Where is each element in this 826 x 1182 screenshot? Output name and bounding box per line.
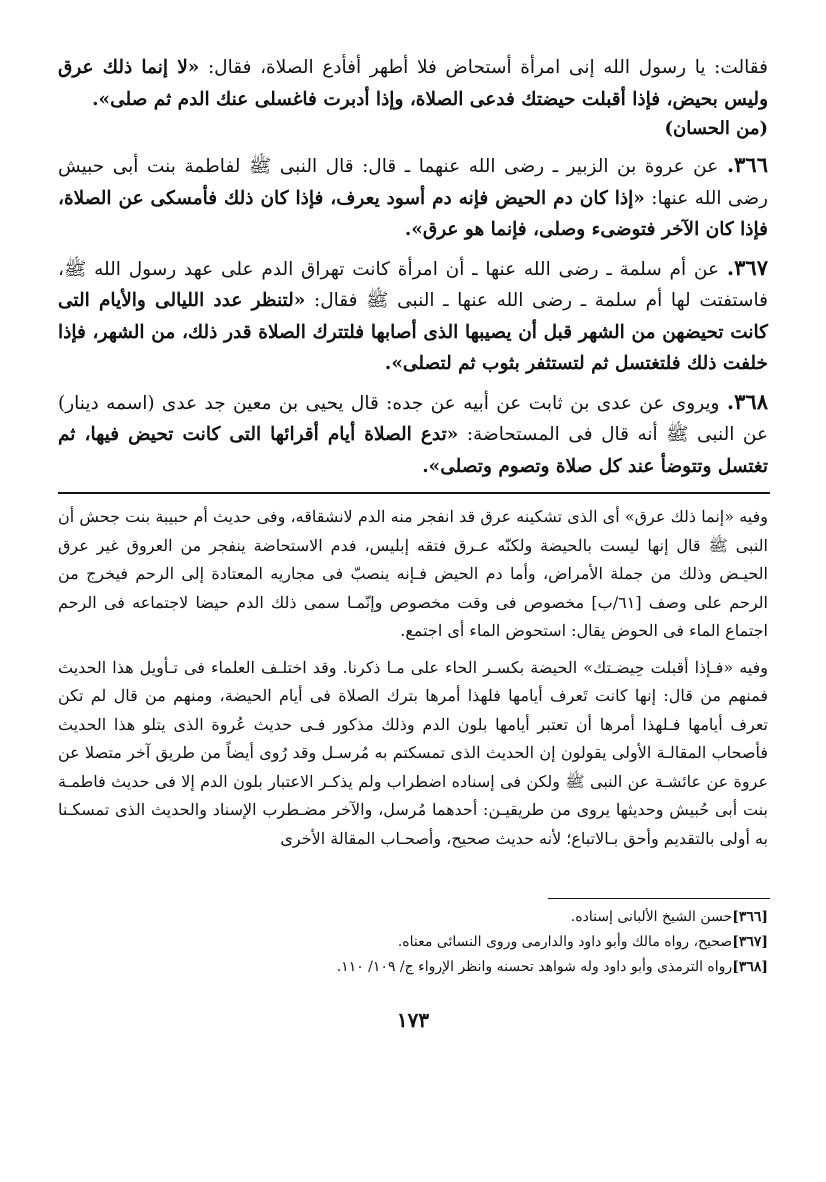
commentary-paragraph-1: وفيه «إنما ذلك عرق» أى الذى تشكينه عرق قد انفجر منه الدم لانشقاقه، وفى حديث أم حبيبة بنت جحش أن النبى ﷺ قال إنها ليست بالحيضة ولكنّه عـرق فتقه إبليس، فدم الاستحاضة ينفجر من العروق غير عرق الحيـض وذلك من جملة الأمراض، وأما دم الحيض فـإنه ينصبّ فى مجاريه المعتادة إلى الرحم فيخرج من الرحم على وصف [٦١/ب] مخصوص فى وقت مخصوص وإنّمـا سمى ذلك الدم حيضا لاجتماعه فى الرحم اجتماع الماء فى الحوض يقال: استحوض الماء أى اجتمع. (58, 507, 768, 640)
hadith-368 (58, 386, 768, 483)
commentary (58, 503, 768, 861)
continuation-quote: «لا إنما ذلك عرق وليس بحيض، فإذا أقبلت حيضتك فدعى الصلاة، وإذا أدبرت فاغسلى عنك الدم ثم صلى». (58, 57, 768, 110)
hadith-chain: عن أم سلمة ـ رضى الله عنها ـ أن امرأة كانت تهراق الدم على عهد رسول الله ﷺ، فاستفتت لها أم سلمة ـ رضى الله عنها ـ النبى ﷺ فقال: (58, 258, 768, 311)
footnote-ref: [٣٦٧] (732, 934, 768, 950)
hadith-matn: «إذا كان دم الحيض فإنه دم أسود يعرف، فإذا كان ذلك فأمسكى عن الصلاة، فإذا كان الآخر فتوضىء وصلى، فإنما هو عرق». (58, 187, 768, 240)
hadith-matn: «لتنظر عدد الليالى والأيام التى كانت تحيضهن من الشهر قبل أن يصيبها الذى أصابها فلتترك الصلاة قدر ذلك، من الشهر، فإذا خلفت ذلك فلتغتسل ثم لتستثفر بثوب ثم لتصلى». (58, 290, 768, 374)
footnote-367 (58, 930, 768, 955)
page-number: ١٧٣ (396, 1008, 430, 1032)
hadith-number: ٣٦٧. (726, 254, 768, 280)
footnotes (58, 905, 768, 980)
footnote-text: صحيح، رواه مالك وأبو داود والدارمى وروى النسائى معناه. (397, 934, 733, 950)
hadith-chain: ويروى عن عدى بن ثابت عن أبيه عن جده: قال يحيى بن معين جد عدى (اسمه دينار) عن النبى ﷺ أنه قال فى المستحاضة: (58, 392, 768, 445)
footnote-text: رواه الترمذى وأبو داود وله شواهد تحسنه وانظر الإرواء ج/ ١٠٩/ ١١٠. (336, 959, 733, 975)
footnote-368 (58, 955, 768, 980)
main-text (58, 52, 768, 488)
hadith-chain: عن عروة بن الزبير ـ رضى الله عنهما ـ قال: قال النبى ﷺ لفاطمة بنت أبى حبيش رضى الله عنها: (58, 156, 768, 209)
hadith-number: ٣٦٦. (726, 152, 768, 177)
hadith-366 (58, 149, 768, 246)
footnote-ref: [٣٦٦] (732, 909, 768, 925)
commentary-paragraph-2: وفيه «فـإذا أقبلت حِيضـتك» الحيضة بكسـر الحاء على مـا ذكرنا. وقد اختلـف العلماء فى تـأويل هذا الحديث فمنهم من قال: إنها كانت تَعرف أيامها فلهذا أمرها بترك الصلاة فى أيام الحيضة، ومنهم من قال لم تكن تعرف أيامها فـلهذا أمرها أن تعتبر أيامها بلون الدم وذلك مذكور فـى حديث عُروة الذى يتلو هذا الحديث فأصحاب المقالـة الأولى يقولون إن الحديث الذى تمسكتم به مُرسـل وقد رُوى أيضاً من طريق آخر متصلا عن عروة عن عائشـة عن النبى ﷺ ولكن فى إسناده اضطراب ولم يذكـر الاعتبار بلون الدم إلا فى حديث فاطمـة بنت أبى حُبيش وحديثها يروى من طريقيـن: أحدهما مُرسل، والآخر مضـطرب الإسناد والحديث الذى تمسكـنا به أولى بالتقديم وأحق بـالاتباع؛ لأنه حديث صحيح، وأصحـاب المقالة الأخرى (58, 657, 768, 848)
footnote-divider (548, 898, 770, 899)
footnote-366 (58, 905, 768, 930)
hadith-number: ٣٦٨. (726, 388, 768, 414)
hadith-matn: «تدع الصلاة أيام أقرائها التى كانت تحيض فيها، ثم تغتسل وتتوضأ عند كل صلاة وتصوم وتصلى». (58, 424, 768, 477)
hadith-continuation (58, 52, 768, 115)
section-divider (58, 492, 770, 494)
hadith-grade: (من الحسان) (664, 118, 768, 139)
continuation-text: فقالت: يا رسول الله إنى امرأة أستحاض فلا أطهر أفأدع الصلاة، فقال: (207, 57, 768, 78)
footnote-text: حسن الشيخ الألبانى إسناده. (570, 909, 733, 925)
footnote-ref: [٣٦٨] (732, 959, 768, 975)
hadith-367 (58, 252, 768, 380)
